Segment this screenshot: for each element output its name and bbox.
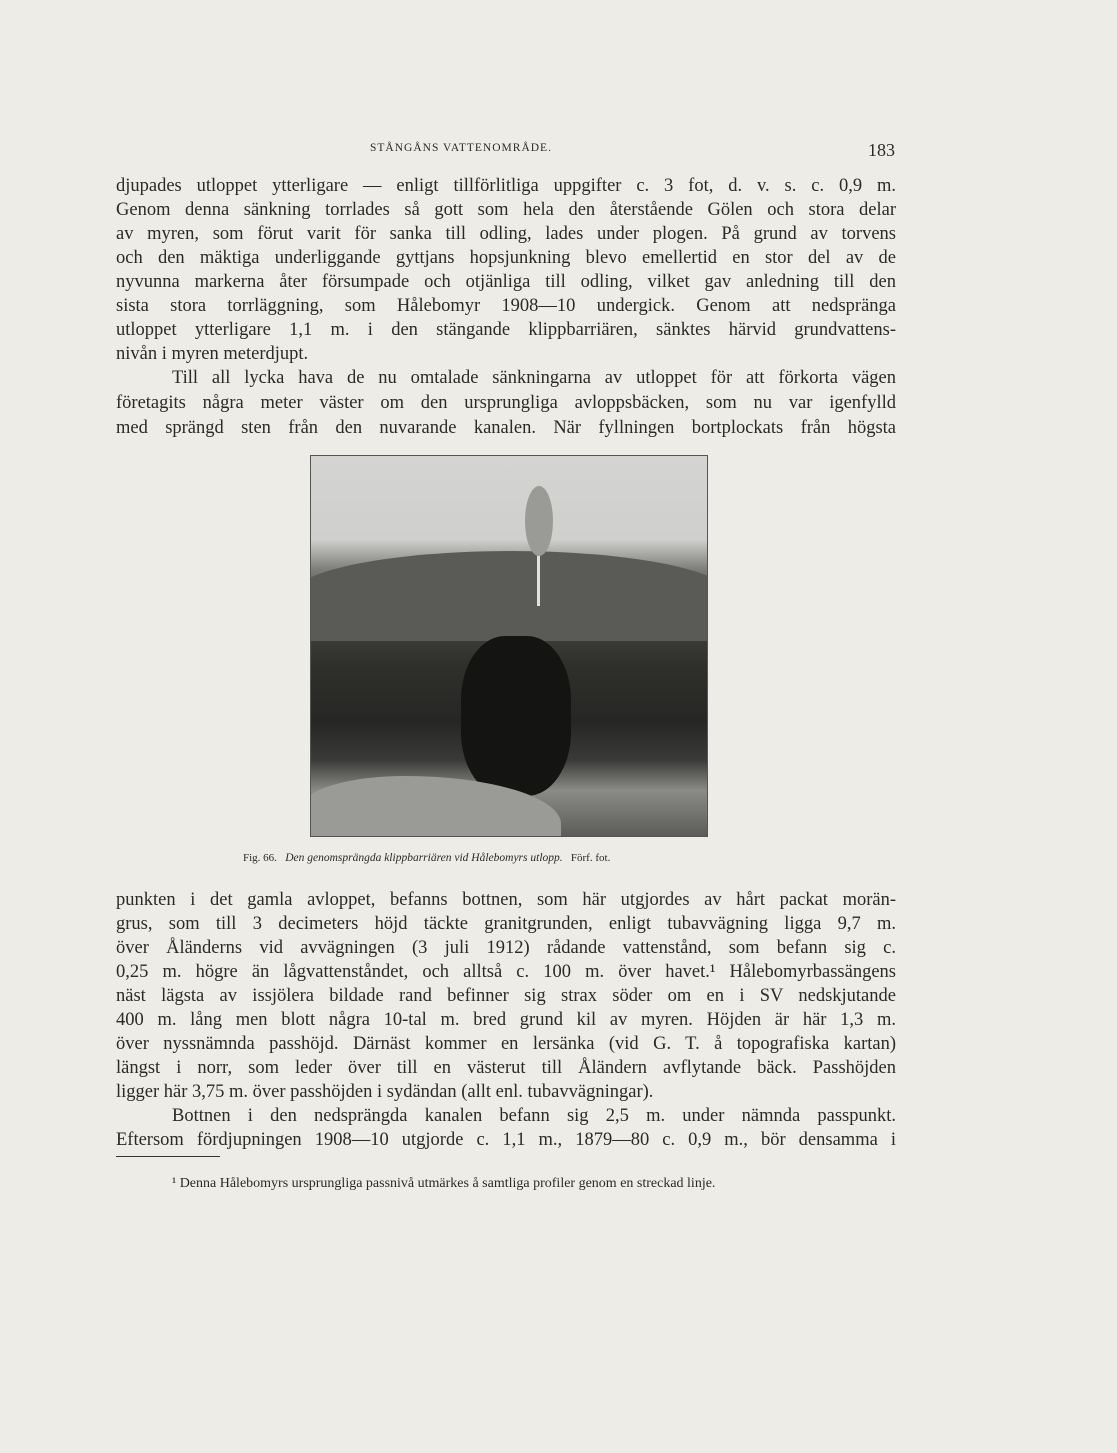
text-line: Bottnen i den nedsprängda kanalen befann sig 2,5 m. under nämnda passpunkt. xyxy=(172,1106,896,1126)
figure-credit: Förf. fot. xyxy=(570,852,611,864)
text-line: med sprängd sten från den nuvarande kanalen. När fyllningen bortplockats från högsta xyxy=(116,418,896,438)
text-line: sista stora torrläggning, som Hålebomyr 1908—10 undergick. Genom att nedspränga xyxy=(116,296,896,316)
text-line: grus, som till 3 decimeters höjd täckte granitgrunden, enligt tubavvägning ligga 9,7 m. xyxy=(116,914,896,934)
text-line: längst i norr, som leder över till en västerut till Åländern avflytande bäck. Passhöjden xyxy=(116,1058,896,1078)
text-line: Till all lycka hava de nu omtalade sänkningarna av utloppet för att förkorta vägen xyxy=(172,368,896,388)
text-line: näst lägsta av issjölera bildade rand befinner sig strax söder om en i SV nedskjutande xyxy=(116,986,896,1006)
page-number: 183 xyxy=(868,140,895,160)
figure-caption xyxy=(243,852,610,864)
text-line: utloppet ytterligare 1,1 m. i den stängande klippbarriären, sänktes härvid grundvattens- xyxy=(116,320,896,340)
text-line: företagits några meter väster om den ursprungliga avloppsbäcken, som nu var igenfylld xyxy=(116,393,896,413)
figure-caption-text: Den genomsprängda klippbarriären vid Hålebomyrs utlopp. xyxy=(285,852,563,864)
text-line: 0,25 m. högre än lågvattenståndet, och alltså c. 100 m. över havet.¹ Hålebomyrbassängens xyxy=(116,962,896,982)
figure-photograph xyxy=(310,455,708,837)
text-line: nyvunna markerna åter försumpade och otjänliga till odling, vilket gav anledning till den xyxy=(116,272,896,292)
text-line: över Åländerns vid avvägningen (3 juli 1912) rådande vattenstånd, som befann sig c. xyxy=(116,938,896,958)
text-line: nivån i myren meterdjupt. xyxy=(116,344,309,364)
figure-number: Fig. 66. xyxy=(243,852,277,864)
running-header: STÅNGÅNS VATTENOMRÅDE. xyxy=(370,142,552,154)
text-line: punkten i det gamla avloppet, befanns bottnen, som här utgjordes av hårt packat morän- xyxy=(116,890,896,910)
text-line: över nyssnämnda passhöjd. Därnäst kommer en lersänka (vid G. T. å topografiska kartan) xyxy=(116,1034,896,1054)
text-line: Genom denna sänkning torrlades så gott som hela den återstående Gölen och stora delar xyxy=(116,200,896,220)
text-line: djupades utloppet ytterligare — enligt tillförlitliga uppgifter c. 3 fot, d. v. s. c. 0,9 m. xyxy=(116,176,896,196)
footnote-rule xyxy=(116,1156,220,1157)
text-line: Eftersom fördjupningen 1908—10 utgjorde c. 1,1 m., 1879—80 c. 0,9 m., bör densamma i xyxy=(116,1130,896,1150)
footnote: ¹ Denna Hålebomyrs ursprungliga passnivå utmärkes å samtliga profiler genom en streckad linje. xyxy=(172,1176,716,1191)
text-line: och den mäktiga underliggande gyttjans hopsjunkning blevo emellertid en stor del av de xyxy=(116,248,896,268)
text-line: 400 m. lång men blott några 10-tal m. bred grund kil av myren. Höjden är här 1,3 m. xyxy=(116,1010,896,1030)
text-line: av myren, som förut varit för sanka till odling, lades under plogen. På grund av torvens xyxy=(116,224,896,244)
text-line: ligger här 3,75 m. över passhöjden i sydändan (allt enl. tubavvägningar). xyxy=(116,1082,654,1102)
